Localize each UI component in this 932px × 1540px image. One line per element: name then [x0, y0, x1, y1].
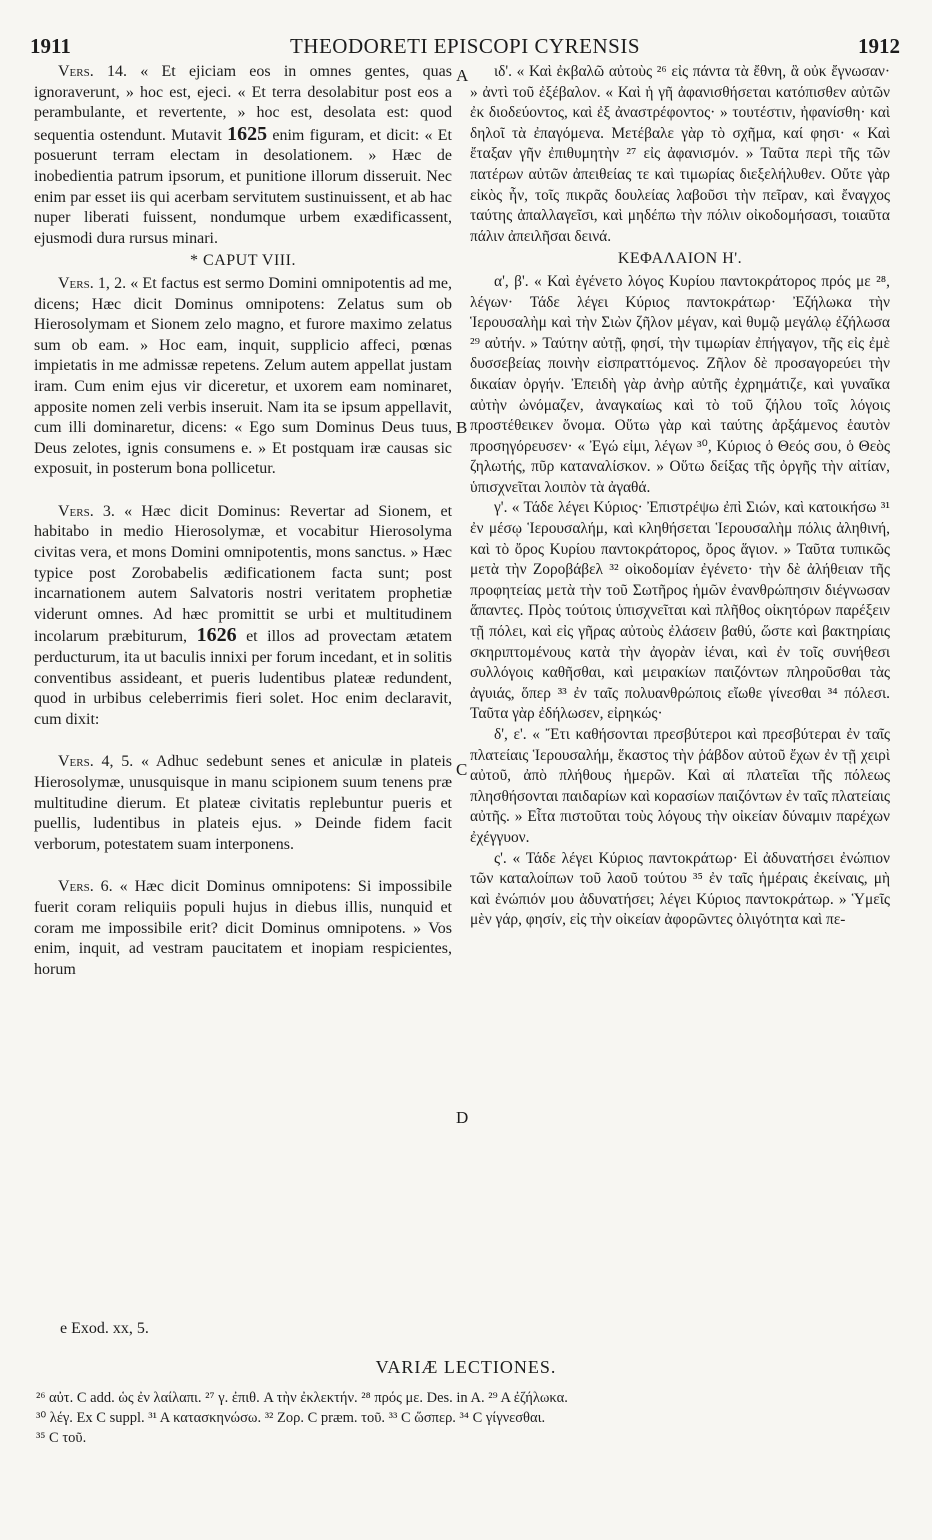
running-title: THEODORETI EPISCOPI CYRENSIS [289, 34, 641, 58]
greek-paragraph: δ', ε'. « Ἔτι καθήσονται πρεσβύτεροι καὶ πρεσβύτεραι ἐν ταῖς πλατείαις Ἱερουσαλήμ, ἕκαστος τὴν ῥάβδον αὐτοῦ ἔχων ἐν τῇ χειρὶ αὐτοῦ, ἀπὸ πλήθους ἡμερῶν. Καὶ αἱ πλατεῖαι τῆς πόλεως πλησθήσονται παιδαρίων καὶ κορασίων παιζόντων ἐν ταῖς πλατείαις αὐτῆς. » Εἶτα πιστοῦται τοὺς λόγους τὴν οἰκείαν δύναμιν παρέχων ἐχέγγυον. [470, 726, 890, 846]
variant-line: ³⁵ C τοῦ. [36, 1430, 87, 1446]
variae-lectiones [36, 1388, 896, 1448]
margin-letter-b: B [456, 418, 468, 437]
latin-paragraph [34, 62, 452, 249]
variae-lectiones-heading: VARIÆ LECTIONES. [375, 1357, 557, 1377]
verse-label: Vers. 1, 2. [58, 274, 127, 292]
latin-text: « Hæc dicit Dominus: Revertar ad Sionem, et habitabo in medio Hierosolymæ, et vocabitur Hierosolyma civitas vera, et mons Domini omnipotentis, mons sanctus. » Hæc typice post Zorobabelis ædificationem facta sunt; post incarnationem autem Salvatoris nostri veritatem prophetiæ viderunt omnes. Ad hæc promittit se urbi et multitudinem incolarum præbiturum, [34, 502, 453, 646]
latin-paragraph [34, 752, 452, 855]
footnote: e Exod. xx, 5. [60, 1320, 149, 1337]
latin-column [34, 62, 452, 980]
margin-letter-a: A [456, 66, 469, 85]
latin-text: « Et factus est sermo Domini omnipotentis ad me, dicens; Hæc dicit Dominus omnipotens: Zelatus sum ob Hierosolymam et Sionem zelo magno, et furore maximo zelatus sum ob eam. » Hoc eam, inquit, supplicio affeci, pœnas impietatis in me admissæ repetens. Zelum autem appellat justam iram. Cum enim ejus vir diceretur, et uxorem eam nominaret, apposite nomen zeli verbis inseruit. Nam ita se ipsum appellavit, cum illi dominaretur, dicens: « Ego sum Dominus Deus tuus, Deus zelotes, ignis consumens e. » Et postquam iræ causas sic exposuit, in posterum bona pollicetur. [34, 274, 453, 478]
chapter-heading: * CAPUT VIII. [190, 252, 296, 270]
latin-text: enim figuram, et dicit: « Et posuerunt terram electam in desolationem. » Hæc de inobedientia patrum ipsorum, et punitione illorum disseruit. Nec enim par esset iis qui acerbam servitutem sustinuissent, et ab hac nuper liberati fuissent, nondumque urbem exædificassent, ejusmodi dura rursus minari. [34, 126, 452, 247]
page-header [30, 34, 900, 58]
chapter-heading-greek: ΚΕΦΑΛΑΙΟΝ Η'. [617, 250, 743, 268]
column-number-marker: 1626 [196, 624, 237, 647]
page-number-right: 1912 [858, 34, 900, 58]
margin-letter-d: D [456, 1108, 469, 1127]
greek-paragraph: ιδ'. « Καὶ ἐκβαλῶ αὐτοὺς ²⁶ εἰς πάντα τὰ ἔθνη, ἃ οὐκ ἔγνωσαν· » ἀντὶ τοῦ ἐξέβαλον. « Καὶ ἡ γῆ ἀφανισθήσεται κατόπισθεν αὐτῶν ἐκ διοδεύοντος, καὶ ἐξ ἀναστρέφοντος· » τουτέστιν, ἠφανίσθη· καὶ δηλοῖ τὰ ἐπαγόμενα. Μετέβαλε γὰρ τὸ σχῆμα, καί φησι· « Καὶ ἔταξαν γῆν ἐπιθυμητὴν ²⁷ εἰς ἀφανισμόν. » Ταῦτα περὶ τῆς τῶν πατέρων αὐτῶν ἀπειθείας τε καὶ τιμωρίας διεξελήλυθεν. Οὔτε γὰρ εἰκὸς ἦν, τοῖς πικρᾶς δουλείας λαβοῦσι τὴν πεῖραν, καὶ ἔναγχος ταύτης ἀπαλλαγεῖσι, καὶ μηδέπω τὴν πόλιν οἰκοδομήσασι, τοιαῦτα πάλιν ἀπειλῆσαι δεινά. [470, 63, 890, 245]
latin-text: et illos ad provectam ætatem perducturum, ita ut baculis innixi per forum incedant, et in solitis conventibus assideant, et pueris ludentibus plateæ redundent, quod in urbibus celeberrimis fieri solet. Hoc enim declaravit, cum dixit: [34, 628, 453, 728]
latin-text: « Et ejiciam eos in omnes gentes, quas ignoraverunt, » hoc est, ejeci. « Et terra desolabitur post eos a perambulante, et revertente, » hoc est, desolata est: quod sequentia ostendunt. Mutavit [34, 63, 453, 144]
column-number-marker: 1625 [227, 122, 268, 145]
page-number-left: 1911 [30, 34, 71, 58]
margin-letter-c: C [456, 760, 468, 779]
latin-text: « Adhuc sedebunt senes et aniculæ in plateis Hierosolymæ, unusquisque in manu scipionem suum tenens præ multitudine dierum. Et plateæ civitatis replebuntur pueris et puellis, ludentibus in plateis ejus. » Deinde fidem facit verborum, potestatem suam interponens. [34, 753, 453, 853]
greek-paragraph: γ'. « Τάδε λέγει Κύριος· Ἐπιστρέψω ἐπὶ Σιών, καὶ κατοικήσω ³¹ ἐν μέσῳ Ἱερουσαλήμ, καὶ κληθήσεται Ἱερουσαλὴμ πόλις ἀληθινή, καὶ τὸ ὄρος Κυρίου παντοκράτορος, ὄρος ἅγιον. » Ταῦτα τυπικῶς μετὰ τὴν Ζοροβάβελ ³² οἰκοδομίαν ἐγένετο· τὴν δὲ ἀλήθειαν τῆς προφητείας μετὰ τὴν τοῦ Σωτῆρος ἡμῶν ἐνανθρώπησιν διέγνωσαν ἅπαντες. Πρὸς τούτοις ὑπισχνεῖται καὶ πλῆθος οἰκητόρων παρέξειν τῇ πόλει, καὶ εἰς γῆρας αὐτοὺς ἐλάσειν βαθύ, ὥστε καὶ βακτηρίαις σκηριπτομένους κατὰ τὴν ἀγορὰν ἰέναι, καὶ ἐν τοῖς συνήθεσι συλλόγοις καθῆσθαι, καὶ μειρακίων παιζόντων πληροῦσθαι τὰς ἀγυιάς, ὅπερ ³³ ἐν ταῖς πολυανθρώποις εἴωθε γίνεσθαι ³⁴ πόλεσι. Ταῦτα γὰρ ἐδήλωσεν, εἰρηκώς· [470, 499, 890, 723]
verse-label: Vers. 6. [58, 878, 113, 896]
latin-text: « Hæc dicit Dominus omnipotens: Si impossibile fuerit coram reliquiis populi hujus in diebus illis, nunquid et coram me impossibile erit? dicit Dominus omnipotens. » Vos enim, inquit, ad vestram paucitatem et inopiam respicientes, horum [34, 878, 453, 978]
greek-column [470, 62, 890, 931]
greek-paragraph: α', β'. « Καὶ ἐγένετο λόγος Κυρίου παντοκράτορος πρός με ²⁸, λέγων· Τάδε λέγει Κύριος παντοκράτωρ· Ἐζήλωκα τὴν Ἱερουσαλὴμ καὶ τὴν Σιὼν ζῆλον μέγαν, καὶ θυμῷ μεγάλῳ ἐζήλωσα ²⁹ αὐτήν. » Ταύτην αὐτῇ, φησί, τὴν τιμωρίαν ἐπήγαγον, τῆς εἰς ἐμὲ δυσσεβείας ποινὴν εἰσπραττόμενος. Ζῆλον δὲ προσαγορεύει τὴν δικαίαν ὀργήν. Ἐπειδὴ γὰρ ἀνὴρ αὐτῆς ἐχρημάτιζε, καὶ γυναῖκα αὐτὴν ὠνόμαζεν, ἀναγκαίως καὶ τὸ τοῦ ζήλου τοῖς λόγοις προστέθεικεν ὄνομα. Οὕτω γὰρ καὶ ταύτης ἀρξάμενος ἑαυτὸν προσηγόρευσεν· « Ἐγώ εἰμι, λέγων ³⁰, Κύριος ὁ Θεός σου, ὁ Θεὸς ζηλωτής, πῦρ καταναλίσκον. » Οὕτω δείξας τῆς ὀργῆς τὴν αἰτίαν, ὑπισχνεῖται λοιπὸν τὰ ἀγαθά. [470, 272, 890, 496]
verse-label: Vers. 3. [58, 502, 115, 520]
greek-paragraph: ς'. « Τάδε λέγει Κύριος παντοκράτωρ· Εἰ ἀδυνατήσει ἐνώπιον τῶν καταλοίπων τοῦ λαοῦ τούτου ³⁵ ἐν ταῖς ἡμέραις ἐκείναις, μὴ καὶ ἐνώπιόν μου ἀδυνατήσει; λέγει Κύριος παντοκράτωρ. » Ὑμεῖς μὲν γάρ, φησίν, εἰς τὴν οἰκείαν ἀφορῶντες ὀλιγότητα καὶ πε- [470, 849, 890, 929]
variant-line: ²⁶ αὐτ. C add. ὡς ἐν λαίλαπι. ²⁷ γ. ἐπιθ. A τὴν ἐκλεκτήν. ²⁸ πρός με. Des. in A. ²⁹ A ἐζήλωκα. [36, 1390, 568, 1406]
verse-label: Vers. 14. [58, 63, 127, 80]
latin-paragraph [34, 274, 452, 480]
variant-line: ³⁰ λέγ. Ex C suppl. ³¹ A κατασκηνώσω. ³² Ζορ. C præm. τοῦ. ³³ C ὥσπερ. ³⁴ C γίγνεσθαι. [36, 1410, 546, 1426]
verse-label: Vers. 4, 5. [58, 753, 134, 771]
latin-paragraph [34, 877, 452, 980]
latin-paragraph [34, 502, 452, 731]
